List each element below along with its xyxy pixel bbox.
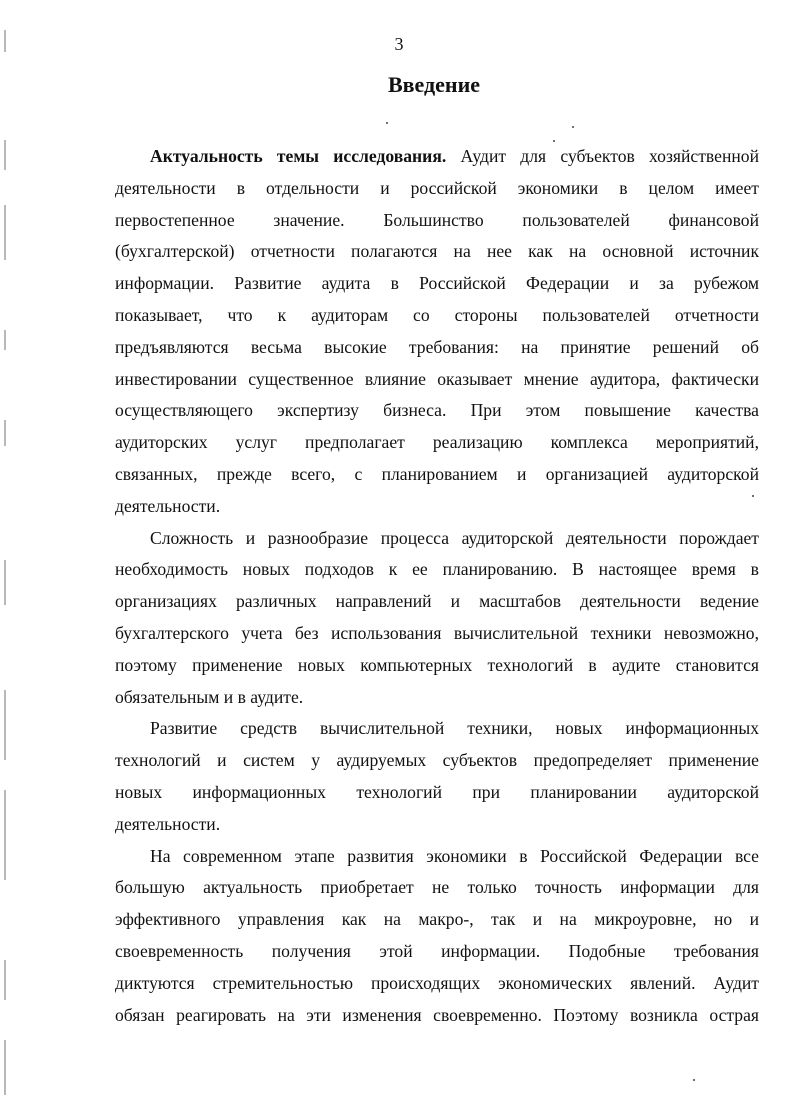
text-line: Сложность и разнообразие процесса аудиторской деятельности порождает <box>150 527 759 548</box>
text-line: организациях различных направлений и масштабов деятельности ведение <box>115 591 759 612</box>
text-line: предъявляются весьма высокие требования: на принятие решений об <box>115 336 759 357</box>
body-text <box>115 141 759 1031</box>
text-line: обязательным и в аудите. <box>115 686 304 707</box>
text-line: (бухгалтерской) отчетности полагаются на нее как на основной источник <box>115 241 759 262</box>
text-line: инвестировании существенное влияние оказывает мнение аудитора, фактически <box>115 368 759 389</box>
text-line: информации. Развитие аудита в Российской Федерации и за рубежом <box>115 273 759 294</box>
paragraph-lead: Актуальность темы исследования. <box>150 146 447 166</box>
text-line: деятельности в отдельности и российской экономики в целом имеет <box>115 177 759 198</box>
scan-edge-artifacts <box>0 0 14 1102</box>
text-line: диктуются стремительностью происходящих экономических явлений. Аудит <box>115 972 759 993</box>
text-line: поэтому применение новых компьютерных технологий в аудите становится <box>115 654 759 675</box>
text-line: связанных, прежде всего, с планированием и организацией аудиторской <box>115 463 759 484</box>
text-line: осуществляющего экспертизу бизнеса. При этом повышение качества <box>115 400 759 421</box>
text-line: показывает, что к аудиторам со стороны пользователей отчетности <box>115 304 759 325</box>
text-line: Развитие средств вычислительной техники, новых информационных <box>150 718 759 739</box>
text-line: технологий и систем у аудируемых субъектов предопределяет применение <box>115 750 759 771</box>
text-line: новых информационных технологий при планировании аудиторской <box>115 781 759 802</box>
text-line: эффективного управления как на макро-, так и на микроуровне, но и <box>115 909 759 930</box>
text-line: первостепенное значение. Большинство пользователей финансовой <box>115 209 759 230</box>
text-line: своевременность получения этой информации. Подобные требования <box>115 940 759 961</box>
text-line: Актуальность темы исследования. Аудит для субъектов хозяйственной <box>150 146 759 166</box>
text-line: бухгалтерского учета без использования вычислительной техники невозможно, <box>115 622 759 643</box>
text-line: аудиторских услуг предполагает реализацию комплекса мероприятий, <box>115 432 759 453</box>
text-line: деятельности. <box>115 813 221 834</box>
text-line: необходимость новых подходов к ее планированию. В настоящее время в <box>115 559 759 580</box>
text-line: обязан реагировать на эти изменения своевременно. Поэтому возникла острая <box>115 1004 759 1025</box>
text-line: На современном этапе развития экономики в Российской Федерации все <box>150 845 759 866</box>
text-line: деятельности. <box>115 495 221 516</box>
section-heading: Введение <box>387 72 481 97</box>
text-line: большую актуальность приобретает не только точность информации для <box>115 877 759 898</box>
page-number: 3 <box>394 34 404 54</box>
